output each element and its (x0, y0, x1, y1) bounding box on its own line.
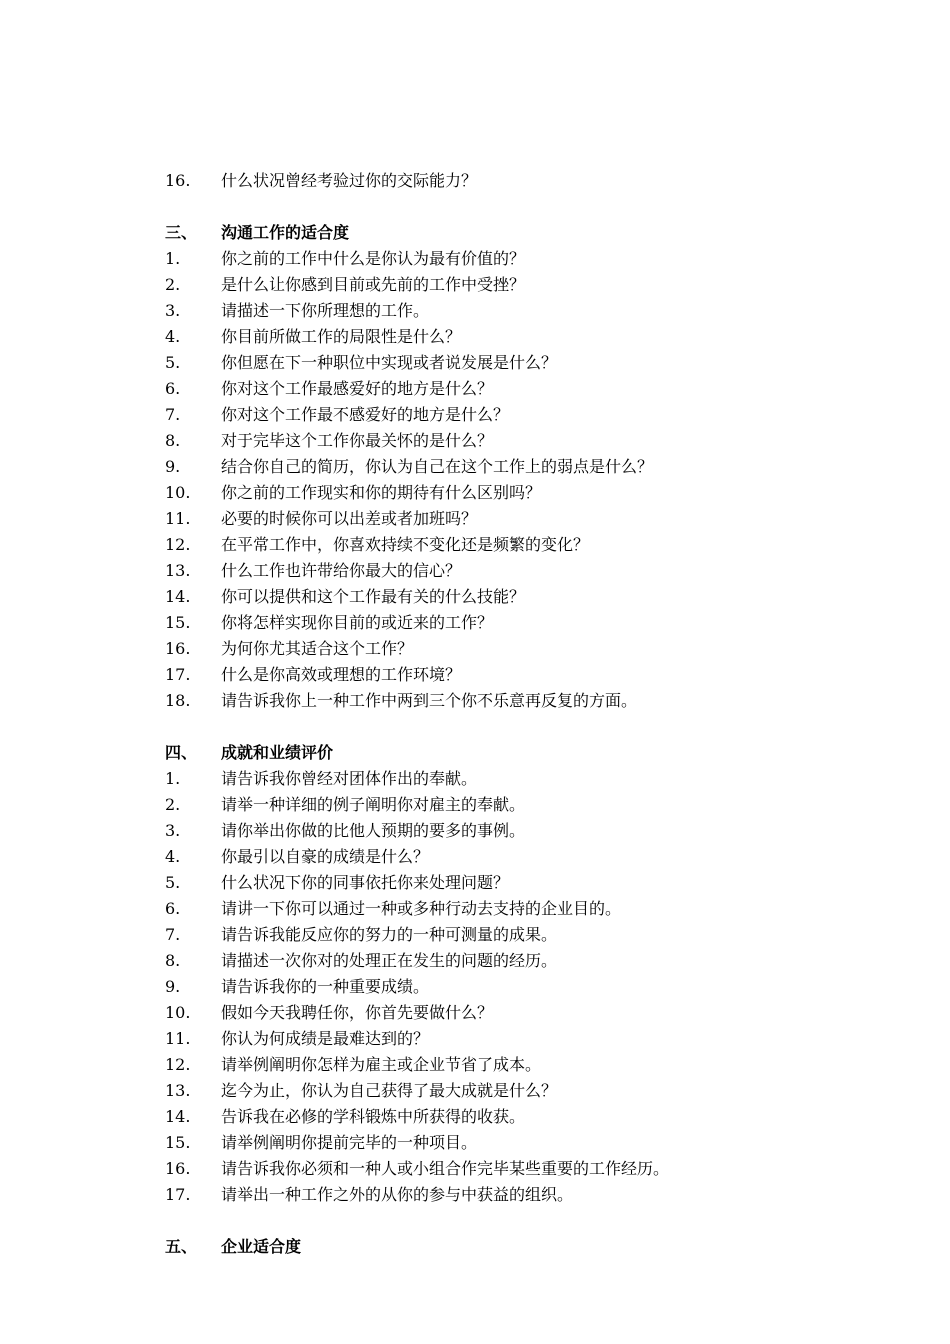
section-heading (165, 1234, 865, 1260)
list-item (165, 168, 865, 194)
list-item (165, 428, 865, 454)
list-item (165, 766, 865, 792)
item-number: 18. (165, 691, 191, 710)
section-number: 三、 (165, 223, 198, 242)
item-text: 请告诉我你上一种工作中两到三个你不乐意再反复的方面。 (221, 691, 638, 710)
list-item (165, 584, 865, 610)
list-item (165, 974, 865, 1000)
list-item (165, 246, 865, 272)
list-item (165, 636, 865, 662)
list-item (165, 1000, 865, 1026)
item-number: 7. (165, 925, 181, 944)
item-text: 什么状况曾经考验过你的交际能力？ (221, 171, 478, 190)
item-text: 什么工作也许带给你最大的信心？ (221, 561, 462, 580)
item-number: 10. (165, 483, 191, 502)
item-number: 3. (165, 821, 181, 840)
item-text: 你对这个工作最感爱好的地方是什么？ (221, 379, 494, 398)
section-title: 成就和业绩评价 (221, 743, 334, 762)
item-number: 17. (165, 665, 191, 684)
list-item (165, 1130, 865, 1156)
section-number: 五、 (165, 1237, 198, 1256)
item-text: 你之前的工作中什么是你认为最有价值的？ (221, 249, 526, 268)
item-number: 16. (165, 639, 191, 658)
item-text: 你之前的工作现实和你的期待有什么区别吗？ (221, 483, 542, 502)
item-text: 假如今天我聘任你，你首先要做什么？ (221, 1003, 494, 1022)
item-text: 请举例阐明你提前完毕的一种项目。 (221, 1133, 478, 1152)
section-title: 企业适合度 (221, 1237, 302, 1256)
section-5 (165, 1234, 865, 1260)
list-item (165, 844, 865, 870)
item-number: 1. (165, 769, 181, 788)
item-number: 4. (165, 327, 181, 346)
item-number: 8. (165, 431, 181, 450)
item-number: 12. (165, 535, 191, 554)
item-number: 13. (165, 561, 191, 580)
section-4-list (165, 766, 865, 1208)
item-number: 17. (165, 1185, 191, 1204)
section-number: 四、 (165, 743, 198, 762)
item-number: 16. (165, 1159, 191, 1178)
list-item (165, 350, 865, 376)
item-text: 请举例阐明你怎样为雇主或企业节省了成本。 (221, 1055, 542, 1074)
item-text: 迄今为止，你认为自己获得了最大成就是什么？ (221, 1081, 558, 1100)
section-4 (165, 740, 865, 1208)
item-text: 请举一种详细的例子阐明你对雇主的奉献。 (221, 795, 526, 814)
item-text: 你但愿在下一种职位中实现或者说发展是什么？ (221, 353, 558, 372)
item-text: 结合你自己的简历，你认为自己在这个工作上的弱点是什么？ (221, 457, 654, 476)
item-number: 2. (165, 275, 181, 294)
item-number: 16. (165, 171, 191, 190)
list-item (165, 948, 865, 974)
list-item (165, 1026, 865, 1052)
section-heading (165, 220, 865, 246)
item-text: 什么状况下你的同事依托你来处理问题？ (221, 873, 510, 892)
list-item (165, 532, 865, 558)
item-number: 10. (165, 1003, 191, 1022)
list-item (165, 402, 865, 428)
item-text: 为何你尤其适合这个工作？ (221, 639, 414, 658)
item-number: 7. (165, 405, 181, 424)
list-item (165, 1078, 865, 1104)
list-item (165, 480, 865, 506)
item-number: 11. (165, 509, 191, 528)
item-number: 8. (165, 951, 181, 970)
item-number: 2. (165, 795, 181, 814)
list-item (165, 922, 865, 948)
list-item (165, 454, 865, 480)
item-number: 15. (165, 613, 191, 632)
item-number: 14. (165, 587, 191, 606)
list-item (165, 896, 865, 922)
list-item (165, 506, 865, 532)
item-number: 6. (165, 899, 181, 918)
item-number: 9. (165, 977, 181, 996)
item-number: 11. (165, 1029, 191, 1048)
item-text: 你目前所做工作的局限性是什么？ (221, 327, 462, 346)
list-item (165, 1052, 865, 1078)
item-number: 6. (165, 379, 181, 398)
item-text: 你可以提供和这个工作最有关的什么技能？ (221, 587, 526, 606)
item-text: 请讲一下你可以通过一种或多种行动去支持的企业目的。 (221, 899, 622, 918)
list-item (165, 298, 865, 324)
section-heading (165, 740, 865, 766)
item-number: 9. (165, 457, 181, 476)
item-number: 5. (165, 873, 181, 892)
list-item (165, 792, 865, 818)
list-item (165, 662, 865, 688)
item-text: 必要的时候你可以出差或者加班吗？ (221, 509, 478, 528)
item-number: 3. (165, 301, 181, 320)
list-item (165, 1182, 865, 1208)
list-item (165, 1104, 865, 1130)
item-text: 你将怎样实现你目前的或近来的工作？ (221, 613, 494, 632)
item-text: 请告诉我能反应你的努力的一种可测量的成果。 (221, 925, 558, 944)
section-3 (165, 220, 865, 714)
list-item (165, 324, 865, 350)
item-text: 告诉我在必修的学科锻炼中所获得的收获。 (221, 1107, 526, 1126)
item-text: 请告诉我你必须和一种人或小组合作完毕某些重要的工作经历。 (221, 1159, 670, 1178)
item-number: 14. (165, 1107, 191, 1126)
intro-block (165, 168, 865, 194)
list-item (165, 870, 865, 896)
section-title: 沟通工作的适合度 (221, 223, 350, 242)
item-text: 在平常工作中，你喜欢持续不变化还是频繁的变化？ (221, 535, 590, 554)
item-text: 是什么让你感到目前或先前的工作中受挫？ (221, 275, 526, 294)
section-3-list (165, 246, 865, 714)
item-number: 1. (165, 249, 181, 268)
item-text: 请描述一下你所理想的工作。 (221, 301, 430, 320)
item-text: 你认为何成绩是最难达到的？ (221, 1029, 430, 1048)
list-item (165, 376, 865, 402)
list-item (165, 558, 865, 584)
item-text: 请描述一次你对的处理正在发生的问题的经历。 (221, 951, 558, 970)
item-text: 你对这个工作最不感爱好的地方是什么？ (221, 405, 510, 424)
item-number: 5. (165, 353, 181, 372)
item-text: 请举出一种工作之外的从你的参与中获益的组织。 (221, 1185, 574, 1204)
item-text: 请你举出你做的比他人预期的要多的事例。 (221, 821, 526, 840)
list-item (165, 818, 865, 844)
list-item (165, 610, 865, 636)
item-number: 13. (165, 1081, 191, 1100)
item-number: 15. (165, 1133, 191, 1152)
item-text: 请告诉我你曾经对团体作出的奉献。 (221, 769, 478, 788)
item-text: 对于完毕这个工作你最关怀的是什么？ (221, 431, 494, 450)
item-text: 你最引以自豪的成绩是什么？ (221, 847, 430, 866)
list-item (165, 272, 865, 298)
list-item (165, 688, 865, 714)
item-text: 请告诉我你的一种重要成绩。 (221, 977, 430, 996)
list-item (165, 1156, 865, 1182)
item-number: 4. (165, 847, 181, 866)
item-number: 12. (165, 1055, 191, 1074)
item-text: 什么是你高效或理想的工作环境？ (221, 665, 462, 684)
